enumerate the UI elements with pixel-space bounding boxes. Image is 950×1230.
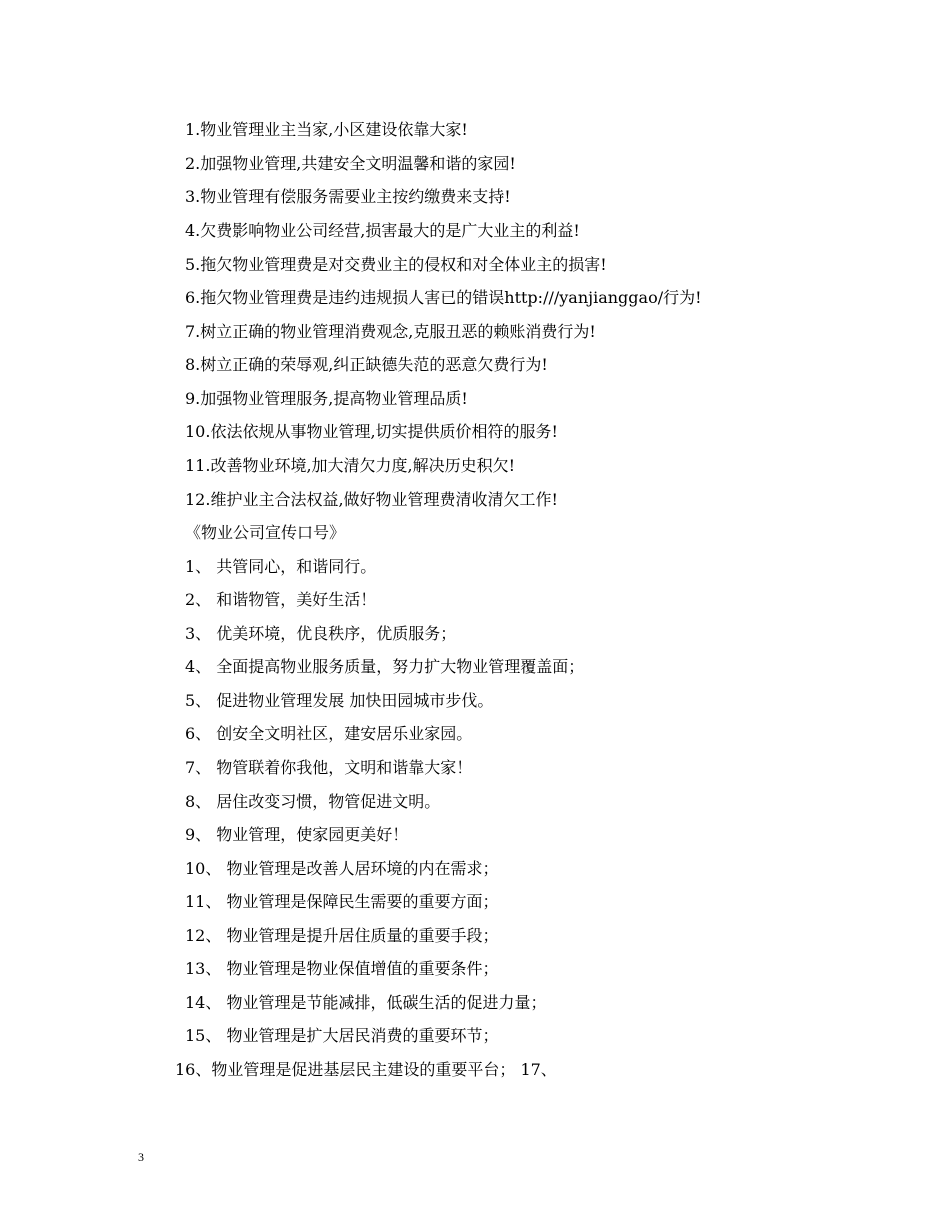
slogan-line-10: 10.依法依规从事物业管理,切实提供质价相符的服务!: [185, 422, 558, 441]
slogan-item-4: 4、 全面提高物业服务质量，努力扩大物业管理覆盖面；: [185, 657, 585, 676]
slogan-line-9: 9.加强物业管理服务,提高物业管理品质!: [185, 389, 468, 408]
slogan-item-14: 14、 物业管理是节能减排，低碳生活的促进力量；: [185, 993, 547, 1012]
slogan-item-8: 8、 居住改变习惯，物管促进文明。: [185, 792, 441, 811]
slogan-item-16: 16、物业管理是促进基层民主建设的重要平台； 17、: [175, 1060, 557, 1079]
slogan-item-12: 12、 物业管理是提升居住质量的重要手段；: [185, 926, 499, 945]
page-number: 3: [138, 1150, 144, 1164]
slogan-item-10: 10、 物业管理是改善人居环境的内在需求；: [185, 859, 499, 878]
slogan-line-1: 1.物业管理业主当家,小区建设依靠大家!: [185, 120, 468, 139]
slogan-item-15: 15、 物业管理是扩大居民消费的重要环节；: [185, 1026, 499, 1045]
slogan-line-11: 11.改善物业环境,加大清欠力度,解决历史积欠!: [185, 456, 516, 475]
slogan-line-6: 6.拖欠物业管理费是违约违规损人害已的错误http:///yanjianggao/行为!: [185, 288, 702, 307]
slogan-item-11: 11、 物业管理是保障民生需要的重要方面；: [185, 892, 499, 911]
slogan-item-9: 9、 物业管理，使家园更美好！: [185, 825, 409, 844]
slogan-line-7: 7.树立正确的物业管理消费观念,克服丑恶的赖账消费行为!: [185, 322, 596, 341]
slogan-line-8: 8.树立正确的荣辱观,纠正缺德失范的恶意欠费行为!: [185, 355, 548, 374]
slogan-line-2: 2.加强物业管理,共建安全文明温馨和谐的家园!: [185, 154, 516, 173]
slogan-line-3: 3.物业管理有偿服务需要业主按约缴费来支持!: [185, 187, 511, 206]
slogan-line-4: 4.欠费影响物业公司经营,损害最大的是广大业主的利益!: [185, 221, 580, 240]
section-title: 《物业公司宣传口号》: [185, 523, 346, 542]
slogan-item-1: 1、 共管同心，和谐同行。: [185, 557, 377, 576]
slogan-item-6: 6、 创安全文明社区，建安居乐业家园。: [185, 724, 473, 743]
slogan-item-7: 7、 物管联着你我他，文明和谐靠大家！: [185, 758, 473, 777]
slogan-item-2: 2、 和谐物管，美好生活！: [185, 590, 377, 609]
slogan-item-3: 3、 优美环境，优良秩序，优质服务；: [185, 624, 457, 643]
slogan-line-12: 12.维护业主合法权益,做好物业管理费清收清欠工作!: [185, 490, 558, 509]
slogan-item-5: 5、 促进物业管理发展 加快田园城市步伐。: [185, 691, 494, 710]
slogan-line-5: 5.拖欠物业管理费是对交费业主的侵权和对全体业主的损害!: [185, 255, 607, 274]
slogan-item-13: 13、 物业管理是物业保值增值的重要条件；: [185, 959, 499, 978]
